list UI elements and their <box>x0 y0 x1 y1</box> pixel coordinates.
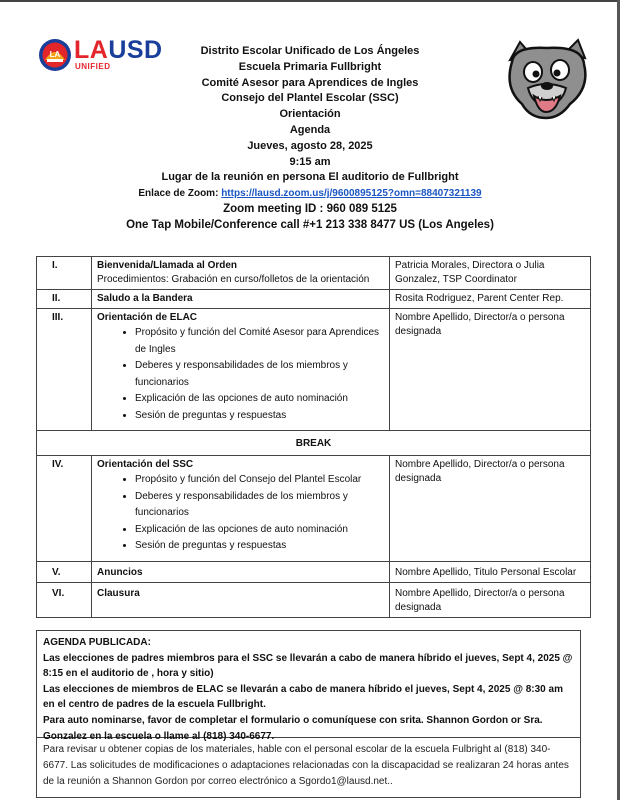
svg-text:LA: LA <box>49 50 61 59</box>
notice-heading: AGENDA PUBLICADA: <box>43 637 151 648</box>
list-item: • Deberes y responsabilidades de los miembros y funcionarios <box>135 489 384 522</box>
one-tap-mobile: One Tap Mobile/Conference call #+1 213 338 8477 US (Los Angeles) <box>126 218 494 231</box>
item-content <box>92 257 390 290</box>
item-title: Anuncios <box>97 566 143 578</box>
item-content <box>92 290 390 309</box>
list-item: • Sesión de preguntas y respuestas <box>135 538 384 555</box>
list-item: • Explicación de las opciones de auto nominación <box>135 391 384 408</box>
zoom-meeting-id: Zoom meeting ID : 960 089 5125 <box>223 202 397 215</box>
table-row <box>37 431 591 456</box>
item-presenter: Nombre Apellido, Titulo Personal Escolar <box>390 561 591 582</box>
district-title: Distrito Escolar Unificado de Los Ángeles <box>200 45 420 57</box>
item-description: Procedimientos: Grabación en curso/folletos de la orientación <box>97 274 370 285</box>
item-number: IV. <box>37 456 92 562</box>
item-content <box>92 456 390 562</box>
list-item: • Propósito y función del Consejo del Plantel Escolar <box>135 472 384 489</box>
item-content <box>92 582 390 617</box>
meeting-type: Orientación <box>279 108 341 121</box>
table-row <box>37 582 591 617</box>
meeting-time: 9:15 am <box>289 155 331 168</box>
item-title: Orientación del SSC <box>97 459 194 470</box>
item-content <box>92 309 390 431</box>
item-number: III. <box>37 309 92 431</box>
item-content <box>92 561 390 582</box>
item-presenter: Nombre Apellido, Director/a o persona designada <box>390 582 591 617</box>
item-title: Orientación de ELAC <box>97 312 198 323</box>
item-number: II. <box>37 290 92 309</box>
item-presenter: Nombre Apellido, Director/a o persona designada <box>390 456 591 562</box>
table-row <box>37 309 591 431</box>
list-item: • Explicación de las opciones de auto nominación <box>135 522 384 539</box>
agenda-table <box>36 256 591 618</box>
item-title: Clausura <box>97 587 140 599</box>
zoom-label: Enlace de Zoom: <box>138 188 219 200</box>
meeting-date: Jueves, agosto 28, 2025 <box>247 139 373 152</box>
list-item: • Deberes y responsabilidades de los miembros y funcionarios <box>135 358 384 391</box>
item-number: V. <box>37 561 92 582</box>
page-border-top <box>0 0 620 2</box>
list-item: • Sesión de preguntas y respuestas <box>135 408 384 425</box>
school-name: Escuela Primaria Fullbright <box>238 60 382 73</box>
footer-note: Para revisar u obtener copias de los materiales, hable con el personal escolar de la escuela Fulbright al (818) 340-6677. Las solicitudes de modificaciones o adaptaciones relacionadas con la discapacidad se realizaran 24 horas antes de la reunión a Shannon Gordon por correo electrónico a Sgordo1@lausd.net.. <box>36 738 581 798</box>
logo-wordmark: LAUSD <box>74 36 163 64</box>
notice-elac-election: Las elecciones de miembros de ELAC se llevarán a cabo de manera híbrido el jueves, Sept 4, 2025 @ 8:30 am en el centro de padres de la escuela Fullbright. <box>43 683 563 711</box>
table-row <box>37 456 591 562</box>
meeting-location: Lugar de la reunión en persona El auditorio de Fullbright <box>161 171 459 184</box>
zoom-link-line <box>0 186 620 202</box>
item-presenter: Rosita Rodriguez, Parent Center Rep. <box>390 290 591 309</box>
break-row: BREAK <box>37 431 591 456</box>
council-name: Consejo del Plantel Escolar (SSC) <box>221 92 399 105</box>
header <box>0 44 620 234</box>
item-title: Bienvenida/Llamada al Orden <box>97 260 238 271</box>
item-number: I. <box>37 257 92 290</box>
committee-name: Comité Asesor para Aprendices de Ingles <box>201 76 419 89</box>
item-presenter: Nombre Apellido, Director/a o persona designada <box>390 309 591 431</box>
item-number: VI. <box>37 582 92 617</box>
table-row <box>37 290 591 309</box>
item-presenter: Patricia Morales, Directora o Julia Gonzalez, TSP Coordinator <box>390 257 591 290</box>
table-row <box>37 561 591 582</box>
table-row <box>37 257 591 290</box>
notice-ssc-election: Las elecciones de padres miembros para el SSC se llevarán a cabo de manera híbrido el jueves, Sept 4, 2025 @ 8:15 en el auditorio de , hora y sitio) <box>43 652 573 680</box>
list-item: • Propósito y función del Comité Asesor para Aprendices de Ingles <box>135 325 384 358</box>
item-title: Saludo a la Bandera <box>97 293 193 304</box>
notice-self-nomination: Para auto nominarse, favor de completar el formulario o comuníquese con srita. Shannon Gordon or Sra. Gonzalez en la escuela o llame al (818) 340-6677. <box>43 714 543 742</box>
logo-subtitle: UNIFIED <box>75 62 111 71</box>
item-bullets <box>97 325 384 424</box>
page-title: Agenda <box>289 123 331 136</box>
zoom-link[interactable]: https://lausd.zoom.us/j/9600895125?omn=88407321139 <box>221 188 482 200</box>
published-agenda-notice <box>36 630 581 742</box>
item-bullets <box>97 472 384 555</box>
